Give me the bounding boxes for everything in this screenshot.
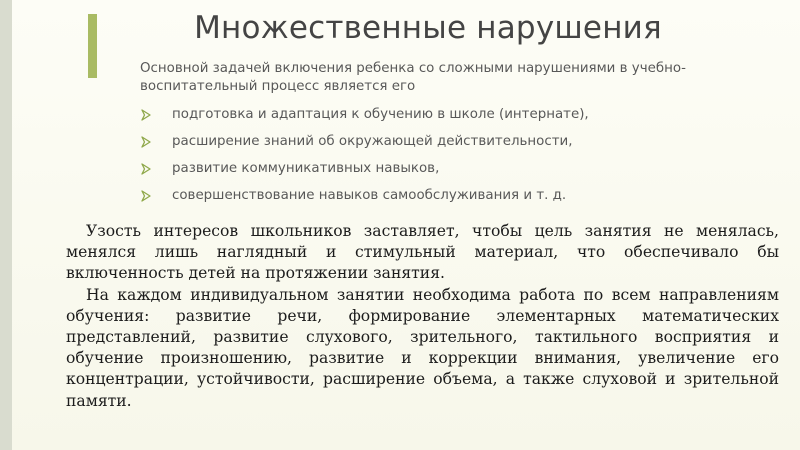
paragraph: Узость интересов школьников заставляет, чтобы цель занятия не менялась, менялся лишь наглядный и стимульный материал, что обеспечивало бы включенность детей на протяжении занятия. — [66, 222, 779, 283]
bullet-text: подготовка и адаптация к обучению в школе (интернате), — [172, 107, 589, 122]
bullet-text: совершенствование навыков самообслуживания и т. д. — [172, 188, 567, 203]
bullet-item — [140, 128, 780, 155]
arrow-bullet-icon — [140, 109, 152, 121]
intro-text: Основной задачей включения ребенка со сложными нарушениями в учебно-воспитательный процесс является его — [140, 61, 686, 94]
bullet-item — [140, 155, 780, 182]
bullet-item — [140, 101, 780, 128]
paragraph: На каждом индивидуальном занятии необходима работа по всем направлениям обучения: развитие речи, формирование элементарных математических представлений, развитие слухового, зрительного, тактильного восприятия и обучение произношению, развитие и коррекции внимания, увеличение его концентрации, устойчивости, расширение объема, а также слуховой и зрительной памяти. — [66, 285, 779, 410]
bullet-text: развитие коммуникативных навыков, — [172, 161, 440, 176]
left-margin-strip — [0, 0, 12, 450]
bullet-text: расширение знаний об окружающей действительности, — [172, 134, 573, 149]
slide-title: Множественные нарушения — [194, 10, 662, 46]
body-text — [66, 221, 779, 412]
arrow-bullet-icon — [140, 163, 152, 175]
arrow-bullet-icon — [140, 136, 152, 148]
arrow-bullet-icon — [140, 190, 152, 202]
title-accent-bar — [88, 14, 97, 78]
bullet-item — [140, 182, 780, 209]
bullet-list — [140, 101, 780, 209]
